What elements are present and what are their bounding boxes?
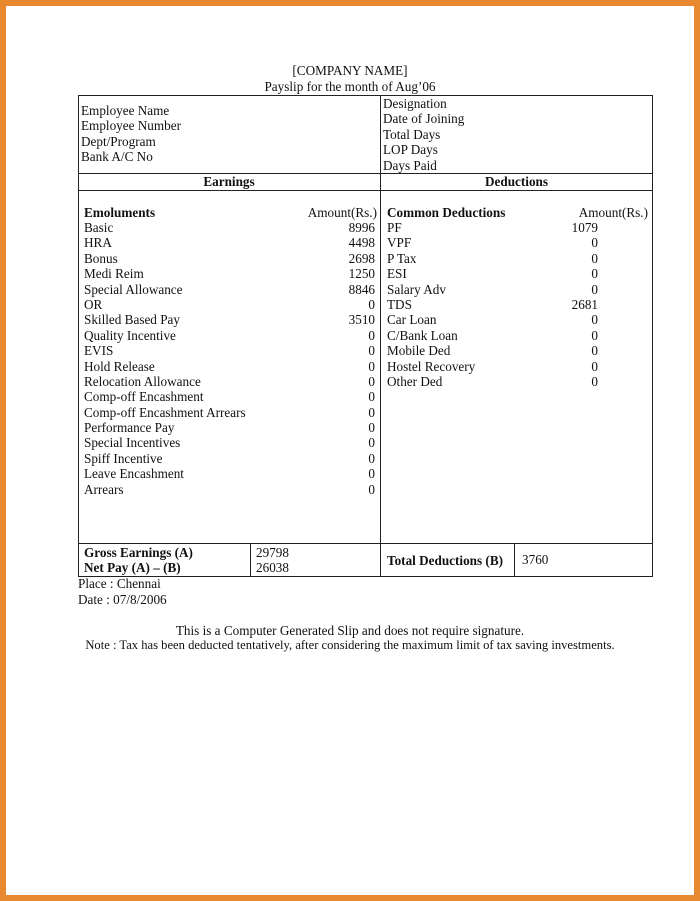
earning-amount: 0	[368, 420, 375, 436]
deduction-amount: 0	[591, 266, 598, 282]
earning-label: Special Allowance	[84, 281, 183, 297]
place-text: Place : Chennai	[78, 576, 161, 591]
date-of-joining-label: Date of Joining	[383, 111, 465, 127]
earning-amount: 4498	[348, 235, 375, 251]
earning-amount: 0	[368, 343, 375, 359]
designation-label: Designation	[383, 96, 447, 111]
company-name: [COMPANY NAME]	[292, 63, 408, 78]
employee-fields	[81, 103, 181, 165]
earning-label: Medi Reim	[84, 266, 144, 282]
net-pay-value: 26038	[256, 560, 289, 575]
deduction-label: Hostel Recovery	[387, 358, 476, 374]
rule-section-header	[78, 190, 653, 191]
earning-label: Spiff Incentive	[84, 450, 163, 466]
deduction-label: Car Loan	[387, 312, 437, 328]
earning-label: Performance Pay	[84, 420, 175, 436]
deduction-label: Mobile Ded	[387, 343, 451, 359]
earning-amount: 0	[368, 404, 375, 420]
deduction-amount: 0	[591, 343, 598, 359]
earning-amount: 0	[368, 296, 375, 312]
total-deductions-label: Total Deductions (B)	[387, 553, 504, 568]
deduction-amount: 2681	[571, 296, 598, 312]
earning-label: Bonus	[84, 250, 118, 266]
rule-center	[380, 95, 381, 577]
earnings-labels	[84, 220, 246, 497]
earning-amount: 0	[368, 435, 375, 451]
deduction-amount: 1079	[571, 220, 598, 235]
employee-number-label: Employee Number	[81, 118, 181, 134]
gross-earnings-label: Gross Earnings (A)	[84, 545, 193, 560]
payslip-title: Payslip for the month of Aug’06	[264, 79, 436, 94]
deduction-amount: 0	[591, 281, 598, 297]
bank-account-label: Bank A/C No	[81, 149, 153, 165]
earning-amount: 2698	[348, 250, 375, 266]
emoluments-header: Emoluments	[84, 205, 156, 220]
earning-label: Hold Release	[84, 358, 155, 374]
total-deductions-value: 3760	[522, 552, 549, 567]
earning-amount: 0	[368, 389, 375, 405]
deductions-section-title: Deductions	[484, 174, 548, 189]
earning-label: EVIS	[84, 343, 114, 359]
net-pay-label: Net Pay (A) – (B)	[84, 560, 181, 575]
earning-label: Quality Incentive	[84, 327, 176, 343]
earning-label: OR	[84, 296, 103, 312]
earning-label: Skilled Based Pay	[84, 312, 180, 328]
employee-name-label: Employee Name	[81, 103, 170, 118]
earning-amount: 1250	[348, 266, 375, 282]
deduction-label: VPF	[387, 235, 412, 251]
deduction-label: Other Ded	[387, 373, 443, 389]
earning-amount: 0	[368, 466, 375, 482]
days-paid-label: Days Paid	[383, 157, 437, 173]
deduction-label: C/Bank Loan	[387, 327, 458, 343]
earnings-amounts	[300, 220, 375, 497]
deductions-labels	[387, 220, 475, 389]
deduction-label: P Tax	[387, 250, 417, 266]
deduction-amount: 0	[591, 327, 598, 343]
earning-label: Leave Encashment	[84, 466, 184, 482]
deduction-label: TDS	[387, 296, 412, 312]
earning-label: Basic	[84, 220, 114, 235]
earning-amount: 0	[368, 327, 375, 343]
deduction-label: PF	[387, 220, 402, 235]
earning-label: Special Incentives	[84, 435, 181, 451]
deduction-label: ESI	[387, 266, 407, 282]
deduction-amount: 0	[591, 358, 598, 374]
earning-amount: 0	[368, 481, 375, 497]
earning-label: HRA	[84, 235, 112, 251]
earning-amount: 8996	[348, 220, 375, 235]
total-days-label: Total Days	[383, 126, 441, 142]
earning-amount: 8846	[348, 281, 375, 297]
rule-totals-top	[78, 543, 653, 544]
earning-amount: 0	[368, 450, 375, 466]
earning-amount: 3510	[348, 312, 375, 328]
rule-gross-divider	[250, 543, 251, 577]
earnings-amount-header: Amount(Rs.)	[307, 205, 377, 220]
date-text: Date : 07/8/2006	[78, 592, 167, 607]
deduction-amount: 0	[591, 373, 598, 389]
deductions-amounts	[548, 220, 598, 389]
earning-amount: 0	[368, 358, 375, 374]
earning-amount: 0	[368, 373, 375, 389]
gross-earnings-value: 29798	[256, 545, 289, 560]
earnings-section-title: Earnings	[203, 174, 255, 189]
rule-deduction-divider	[514, 543, 515, 577]
deduction-amount: 0	[591, 250, 598, 266]
deduction-label: Salary Adv	[387, 281, 446, 297]
earning-label: Arrears	[84, 481, 124, 497]
tax-note: Note : Tax has been deducted tentatively, after considering the maximum limit of tax saving investments.	[85, 638, 615, 652]
lop-days-label: LOP Days	[383, 142, 438, 158]
job-fields	[383, 96, 464, 173]
earning-label: Comp-off Encashment	[84, 389, 204, 405]
earning-label: Relocation Allowance	[84, 373, 201, 389]
deduction-amount: 0	[591, 235, 598, 251]
earning-label: Comp-off Encashment Arrears	[84, 404, 246, 420]
common-deductions-header: Common Deductions	[387, 205, 506, 220]
dept-program-label: Dept/Program	[81, 133, 156, 149]
computer-generated-note: This is a Computer Generated Slip and does not require signature.	[175, 623, 525, 638]
deduction-amount: 0	[591, 312, 598, 328]
deductions-amount-header: Amount(Rs.)	[578, 205, 648, 220]
